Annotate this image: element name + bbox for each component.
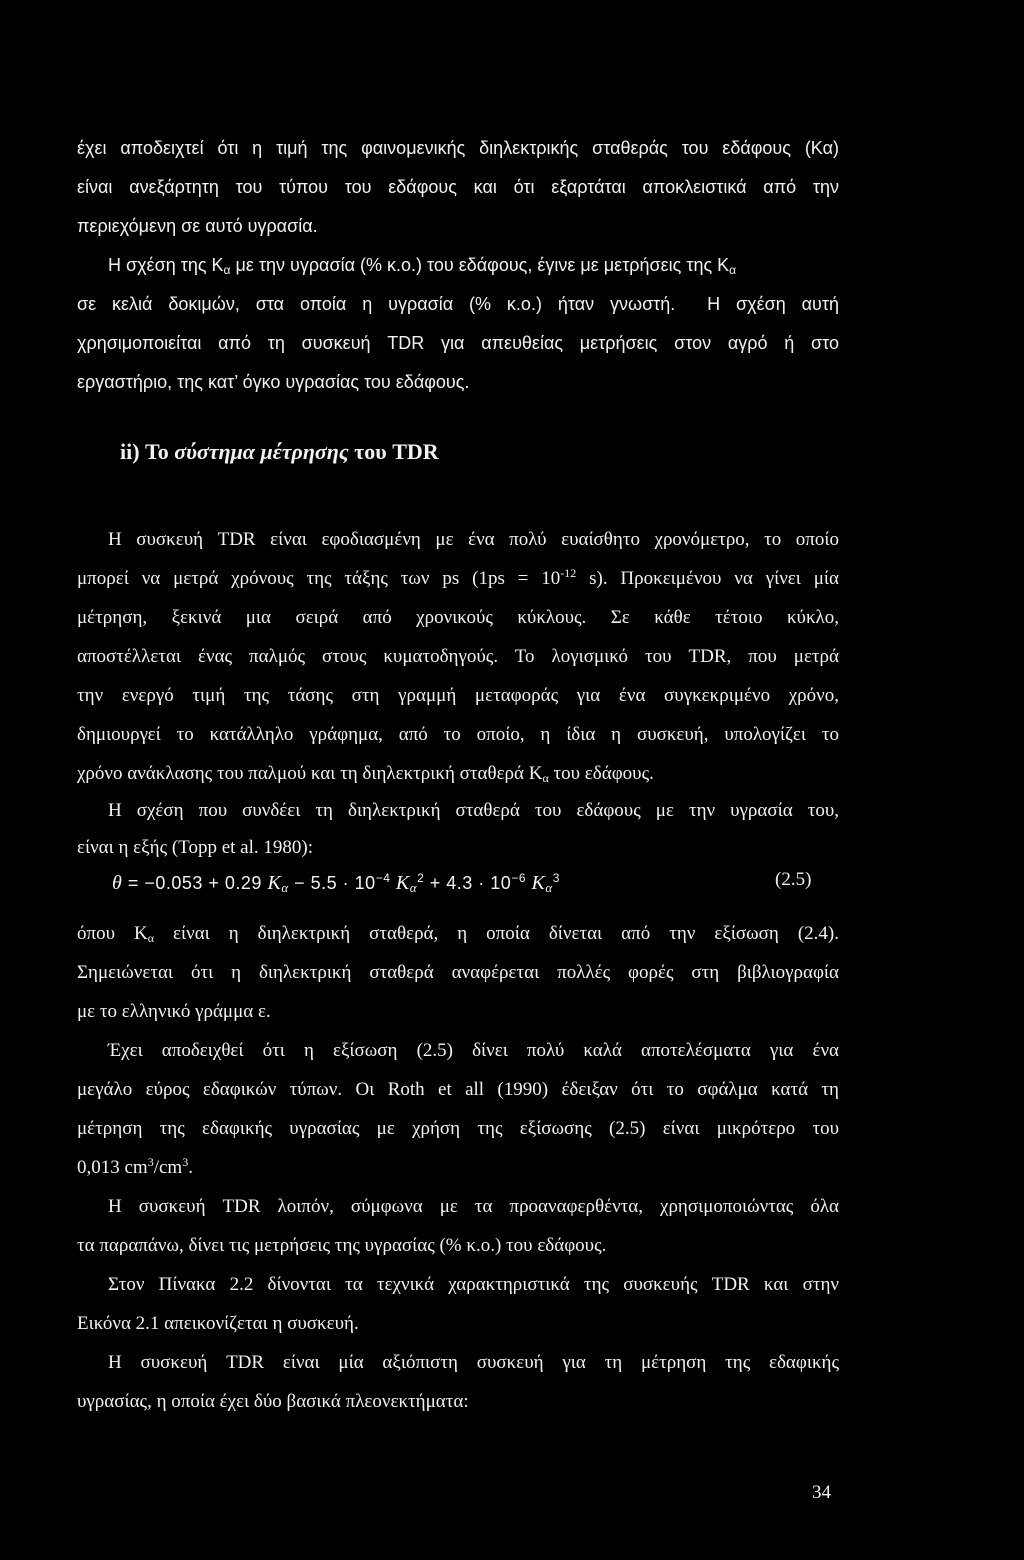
text-line: έχει αποδειχτεί ότι η τιμή της φαινομενικής διηλεκτρικής σταθεράς του εδάφους (Κα) [77,138,839,158]
section-heading: ii) Το σύστημα μέτρησης του TDR [120,439,439,464]
text-line: υγρασίας, η οποία έχει δύο βασικά πλεονεκτήματα: [77,1391,469,1412]
text-line: μέτρηση, ξεκινά μια σειρά από χρονικούς κύκλους. Σε κάθε τέτοιο κύκλο, [77,607,839,628]
equation-number: (2.5) [775,869,812,890]
text-line: σε κελιά δοκιμών, στα οποία η υγρασία (% κ.ο.) ήταν γνωστή. Η σχέση αυτή [77,294,839,314]
text-line: μπορεί να μετρά χρόνους της τάξης των ps ($1ps = 10^{-12}$ s). Προκειμένου να γίνει μία [77,566,839,589]
text-line: Η σχέση της $K_\alpha$ με την υγρασία (% κ.ο.) του εδάφους, έγινε με μετρήσεις της $K_\alpha$ [108,255,737,277]
text-line: είναι η εξής (Topp et al. 1980): [77,837,313,858]
text-line: μεγάλο εύρος εδαφικών τύπων. Οι Roth et all (1990) έδειξαν ότι το σφάλμα κατά τη [77,1079,839,1100]
text-line: χρόνο ανάκλασης του παλμού και τη διηλεκτρική σταθερά $K_\alpha$ του εδάφους. [77,763,654,785]
text-line: 0,013 $cm^3/cm^3$. [77,1155,193,1178]
text-line: χρησιμοποιείται από τη συσκευή TDR για απευθείας μετρήσεις στον αγρό ή στο [77,333,839,353]
text-line: τα παραπάνω, δίνει τις μετρήσεις της υγρασίας (% κ.ο.) του εδάφους. [77,1235,607,1256]
text-line: μέτρηση της εδαφικής υγρασίας με χρήση της εξίσωσης (2.5) είναι μικρότερο του [77,1118,839,1139]
text-line: την ενεργό τιμή της τάσης στη γραμμή μεταφοράς για ένα συγκεκριμένο χρόνο, [77,685,839,706]
text-line: Η συσκευή TDR είναι εφοδιασμένη με ένα πολύ ευαίσθητο χρονόμετρο, το οποίο [108,529,839,550]
text-line: Σημειώνεται ότι η διηλεκτρική σταθερά αναφέρεται πολλές φορές στη βιβλιογραφία [77,962,839,983]
equation: θ = −0.053 + 0.29 $K_\alpha - 5.5 \cdot 10^{-4}$ $K_\alpha^2 + 4.3 \cdot 10^{-6}$ $K_\alpha^3$ [112,871,560,895]
text-line: Η σχέση που συνδέει τη διηλεκτρική σταθερά του εδάφους με την υγρασία του, [108,800,839,821]
text-line: με το ελληνικό γράμμα ε. [77,1001,271,1022]
text-line: αποστέλλεται ένας παλμός στους κυματοδηγούς. Το λογισμικό του TDR, που μετρά [77,646,839,667]
text-line: είναι ανεξάρτητη του τύπου του εδάφους και ότι εξαρτάται αποκλειστικά από την [77,177,839,197]
text-line: περιεχόμενη σε αυτό υγρασία. [77,216,318,236]
text-line: Η συσκευή TDR λοιπόν, σύμφωνα με τα προαναφερθέντα, χρησιμοποιώντας όλα [108,1196,839,1217]
text-line: Εικόνα 2.1 απεικονίζεται η συσκευή. [77,1313,359,1334]
text-line: όπου $K_\alpha$ είναι η διηλεκτρική σταθερά, η οποία δίνεται από την εξίσωση (2.4). [77,923,839,945]
text-line: Έχει αποδειχθεί ότι η εξίσωση (2.5) δίνει πολύ καλά αποτελέσματα για ένα [108,1040,839,1061]
text-line: εργαστήριο, της κατ’ όγκο υγρασίας του εδάφους. [77,372,470,392]
text-line: Η συσκευή TDR είναι μία αξιόπιστη συσκευή για τη μέτρηση της εδαφικής [108,1352,839,1373]
text-line: δημιουργεί το κατάλληλο γράφημα, από το οποίο, η ίδια η συσκευή, υπολογίζει το [77,724,839,745]
text-line: Στον Πίνακα 2.2 δίνονται τα τεχνικά χαρακτηριστικά της συσκευής TDR και στην [108,1274,839,1295]
page-number: 34 [812,1482,831,1503]
